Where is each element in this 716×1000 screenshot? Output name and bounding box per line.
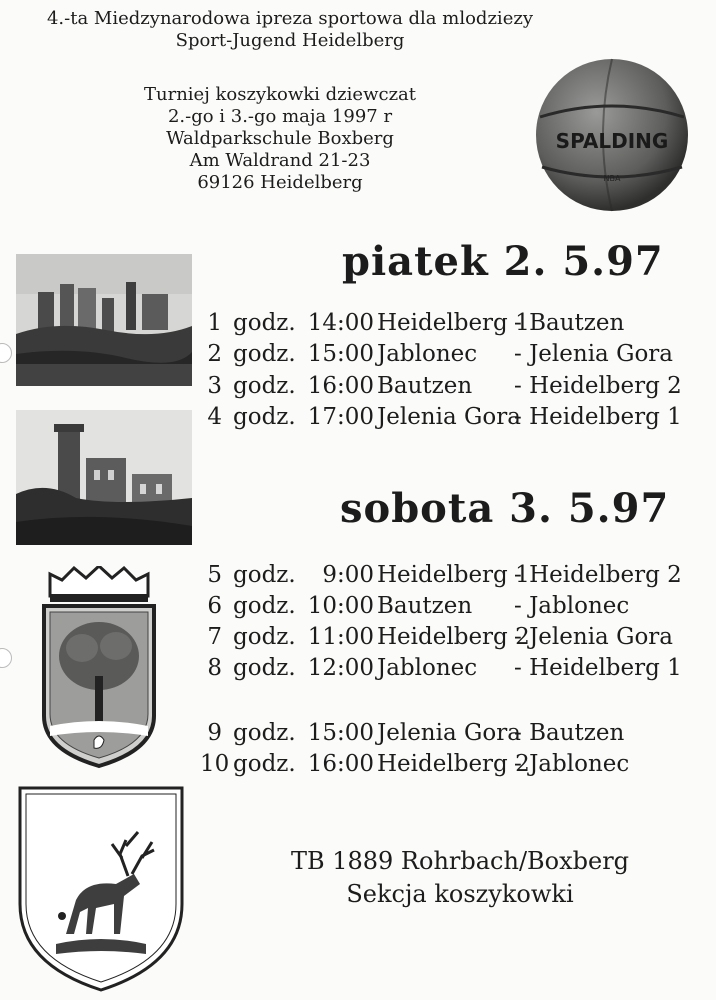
match-row <box>200 373 700 405</box>
match-away-team: - Heidelberg 1 <box>514 404 682 430</box>
match-row <box>200 310 700 342</box>
match-number: 6 <box>207 593 222 619</box>
match-godz: godz. <box>233 373 296 399</box>
match-number: 8 <box>207 655 222 681</box>
match-godz: godz. <box>233 624 296 650</box>
coat-of-arms-tree <box>36 566 162 770</box>
coat-of-arms-stag <box>16 784 186 994</box>
match-home-team: Jablonec <box>377 655 478 681</box>
castle-photo <box>16 410 192 545</box>
match-row <box>200 562 700 594</box>
organizer-club: TB 1889 Rohrbach/Boxberg <box>290 847 630 875</box>
ball-sub-text: NBA <box>603 174 621 183</box>
match-away-team: - Jelenia Gora <box>514 341 674 367</box>
match-away-team: - Bautzen <box>514 720 625 746</box>
match-time: 15:00 <box>307 341 374 367</box>
punch-hole <box>0 343 12 363</box>
match-time: 16:00 <box>307 373 374 399</box>
match-home-team: Jelenia Gora <box>377 404 521 430</box>
match-godz: godz. <box>233 310 296 336</box>
day-heading-saturday: sobota 3. 5.97 <box>340 485 670 532</box>
match-time: 16:00 <box>307 751 374 777</box>
match-number: 10 <box>200 751 230 777</box>
organizer-section: Sekcja koszykowki <box>346 880 574 908</box>
match-away-team: - Heidelberg 2 <box>514 562 682 588</box>
header-line-7: 69126 Heidelberg <box>197 172 363 193</box>
organizer-block <box>280 845 640 911</box>
city-photo <box>16 254 192 386</box>
match-time: 14:00 <box>307 310 374 336</box>
header-line-5: Waldparkschule Boxberg <box>166 128 394 149</box>
match-home-team: Bautzen <box>377 593 473 619</box>
match-number: 4 <box>207 404 222 430</box>
match-number: 3 <box>207 373 222 399</box>
match-godz: godz. <box>233 720 296 746</box>
match-home-team: Jablonec <box>377 341 478 367</box>
match-number: 5 <box>207 562 222 588</box>
header-line-6: Am Waldrand 21-23 <box>189 150 371 171</box>
match-row <box>200 341 700 373</box>
match-home-team: Heidelberg 2 <box>377 624 530 650</box>
match-number: 2 <box>207 341 222 367</box>
match-row <box>200 720 700 752</box>
day-heading-friday: piatek 2. 5.97 <box>342 238 664 285</box>
match-time: 12:00 <box>307 655 374 681</box>
match-home-team: Heidelberg 1 <box>377 310 530 336</box>
match-away-team: - Jablonec <box>514 751 630 777</box>
match-row <box>200 751 700 783</box>
ball-brand-text: SPALDING <box>555 129 669 153</box>
match-home-team: Heidelberg 1 <box>377 562 530 588</box>
match-time: 9:00 <box>322 562 374 588</box>
match-number: 1 <box>207 310 222 336</box>
header-top <box>20 8 560 52</box>
match-godz: godz. <box>233 751 296 777</box>
match-number: 7 <box>207 624 222 650</box>
match-godz: godz. <box>233 562 296 588</box>
match-home-team: Jelenia Gora <box>377 720 521 746</box>
header-venue <box>90 84 470 194</box>
match-row <box>200 655 700 687</box>
match-row <box>200 624 700 656</box>
header-line-2: Sport-Jugend Heidelberg <box>175 30 405 51</box>
punch-hole <box>0 648 12 668</box>
match-godz: godz. <box>233 404 296 430</box>
match-godz: godz. <box>233 655 296 681</box>
match-time: 15:00 <box>307 720 374 746</box>
match-number: 9 <box>207 720 222 746</box>
match-time: 10:00 <box>307 593 374 619</box>
match-away-team: - Heidelberg 2 <box>514 373 682 399</box>
match-home-team: Heidelberg 2 <box>377 751 530 777</box>
match-row <box>200 404 700 436</box>
match-row <box>200 593 700 625</box>
match-home-team: Bautzen <box>377 373 473 399</box>
header-line-3: Turniej koszykowki dziewczat <box>143 84 417 105</box>
match-away-team: - Jelenia Gora <box>514 624 674 650</box>
header-line-4: 2.-go i 3.-go maja 1997 r <box>167 106 393 127</box>
match-away-team: - Bautzen <box>514 310 625 336</box>
match-away-team: - Jablonec <box>514 593 630 619</box>
match-godz: godz. <box>233 593 296 619</box>
header-line-1: 4.-ta Miedzynarodowa ipreza sportowa dla mlodziezy <box>46 8 533 29</box>
basketball-image <box>532 55 692 215</box>
match-away-team: - Heidelberg 1 <box>514 655 682 681</box>
match-godz: godz. <box>233 341 296 367</box>
match-time: 17:00 <box>307 404 374 430</box>
match-time: 11:00 <box>307 624 374 650</box>
